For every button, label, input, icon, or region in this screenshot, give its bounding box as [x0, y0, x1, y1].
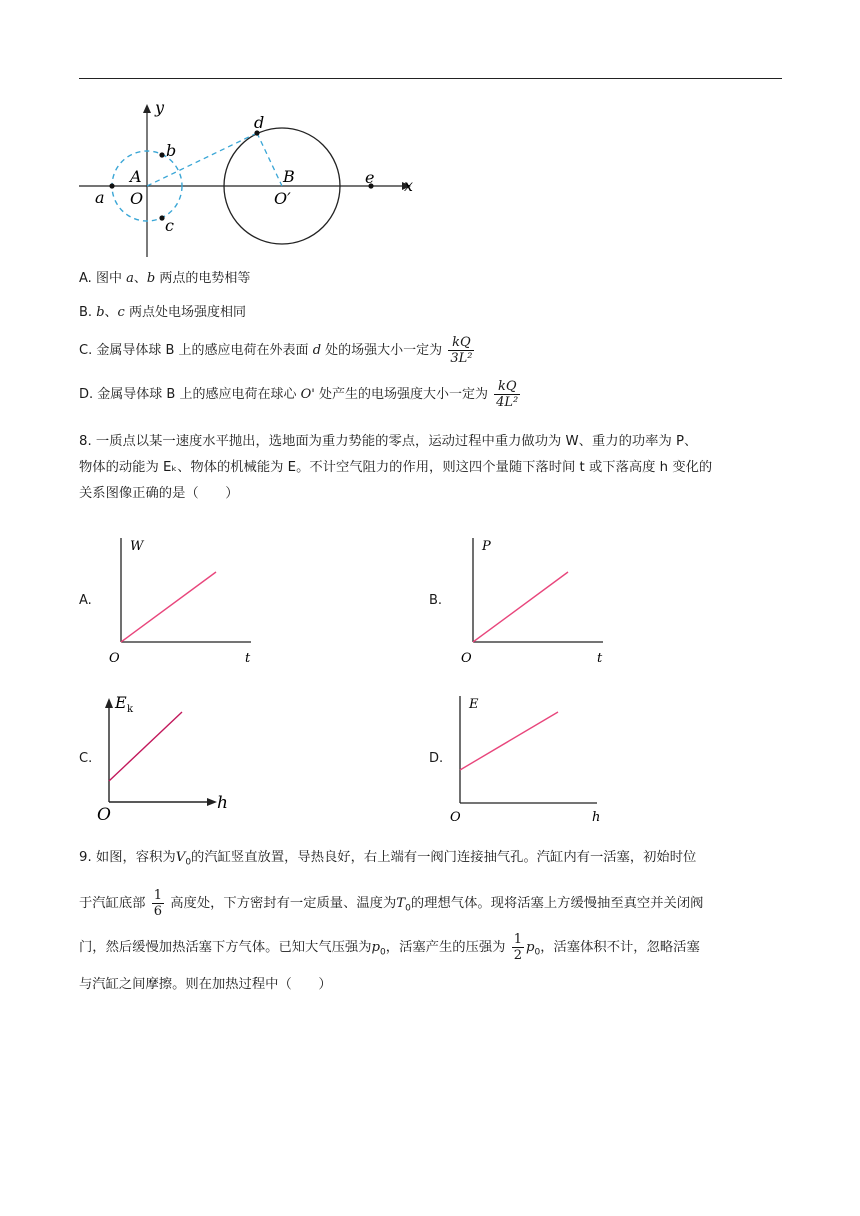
q9-line4: 与汽缸之间摩擦。则在加热过程中（ ）: [79, 977, 332, 992]
option-letter: C.: [79, 343, 93, 358]
fraction-denominator: 4L²: [496, 395, 519, 410]
q9-stem: [79, 848, 789, 1000]
line-d-oprime: [257, 133, 282, 186]
x-label: t: [245, 651, 251, 666]
q7-figure: [75, 96, 420, 261]
var-v: V: [175, 850, 186, 865]
label-e: e: [365, 168, 375, 187]
sub: 0: [380, 947, 386, 958]
fraction-numerator: kQ: [448, 335, 474, 351]
q9-line3: [79, 926, 789, 970]
label-B: B: [283, 167, 295, 186]
line-o-d: [147, 133, 257, 186]
option-letter: B.: [79, 305, 93, 320]
fraction-denominator: 6: [153, 903, 162, 919]
fraction-numerator: kQ: [494, 379, 520, 395]
x-label: h: [217, 793, 228, 813]
label-O: O: [130, 189, 144, 208]
var-oprime: O': [300, 387, 315, 402]
var-t: T: [396, 896, 406, 911]
q8-option-d-label[interactable]: D.: [429, 751, 444, 766]
var-b: b: [96, 305, 105, 320]
y-arrow: [143, 104, 151, 113]
q8-option-c-label[interactable]: C.: [79, 751, 93, 766]
fraction-kq-4l2: [494, 379, 520, 410]
fraction-1-6: [152, 888, 164, 919]
graph-line: [121, 572, 216, 642]
label-d: d: [254, 113, 265, 132]
fraction-numerator: 1: [153, 887, 162, 903]
sep: 、: [133, 271, 147, 286]
origin-label: O: [97, 805, 111, 825]
graph-line: [473, 572, 568, 642]
q8-line1: 8. 一质点以某一速度水平抛出，选地面为重力势能的零点，运动过程中重力做功为 W、重力的功率为 P、: [79, 434, 698, 449]
var-b: b: [146, 271, 156, 286]
y-arrow: [105, 698, 113, 708]
label-b: b: [166, 141, 177, 160]
option-text: 处的场强大小一定为: [325, 343, 443, 358]
q8-graph-d: [445, 688, 610, 828]
q9-line1: [79, 848, 789, 882]
x-label: t: [597, 651, 603, 666]
label-y: y: [155, 98, 165, 117]
sep: 、: [104, 305, 118, 320]
label-x: x: [404, 176, 414, 195]
y-label: E: [469, 697, 479, 712]
text: 9. 如图，容积为: [79, 850, 176, 865]
text: ，活塞产生的压强为: [385, 940, 506, 955]
y-label: E: [115, 693, 127, 712]
option-letter: D.: [79, 387, 94, 402]
q8-line3: 关系图像正确的是（ ）: [79, 486, 239, 501]
option-text: 处产生的电场强度大小一定为: [319, 387, 489, 402]
sub: 0: [185, 857, 192, 868]
label-c: c: [165, 216, 174, 235]
origin-label: O: [450, 810, 461, 825]
point-a: [109, 183, 114, 188]
q8-option-a-label[interactable]: A.: [79, 593, 92, 608]
option-text: 金属导体球 B 上的感应电荷在外表面: [96, 343, 309, 358]
y-label: W: [130, 539, 144, 554]
text: 高度处，下方密封有一定质量、温度为: [170, 896, 397, 911]
var-c: c: [117, 305, 125, 320]
option-text: 图中: [95, 271, 122, 286]
var-a: a: [126, 271, 134, 286]
q9-line2: [79, 882, 789, 926]
x-label: h: [592, 810, 601, 825]
text: 于汽缸底部: [79, 896, 146, 911]
origin-label: O: [461, 651, 472, 666]
q8-stem: [79, 429, 784, 507]
point-b: [159, 152, 164, 157]
graph-line: [460, 712, 558, 770]
text: ，活塞体积不计，忽略活塞: [540, 940, 700, 955]
option-letter: A.: [79, 271, 92, 286]
option-text: 金属导体球 B 上的感应电荷在球心: [97, 387, 297, 402]
label-A: A: [130, 167, 142, 186]
label-Oprime: O′: [274, 189, 291, 208]
sub: 0: [534, 947, 541, 958]
var-p: p: [371, 940, 381, 955]
option-text: 两点处电场强度相同: [128, 305, 246, 320]
y-label: P: [482, 539, 491, 554]
label-a: a: [95, 188, 105, 207]
sub: 0: [405, 903, 411, 914]
fraction-kq-3l2: [448, 335, 474, 366]
q8-graph-b: [455, 530, 615, 670]
text: 门，然后缓慢加热活塞下方气体。已知大气压强为: [79, 940, 372, 955]
text: 的汽缸竖直放置，导热良好，右上端有一阀门连接抽气孔。汽缸内有一活塞，初始时位: [191, 850, 697, 865]
header-rule: [79, 78, 782, 79]
fraction-1-2: [512, 932, 524, 963]
point-c: [159, 215, 164, 220]
var-d: d: [312, 343, 322, 358]
fraction-denominator: 3L²: [450, 351, 473, 366]
x-arrow: [207, 798, 217, 806]
y-label-sub: k: [127, 704, 134, 715]
q8-line2: 物体的动能为 Eₖ、物体的机械能为 E。不计空气阻力的作用，则这四个量随下落时间 t 或下落高度 h 变化的: [79, 460, 713, 475]
option-text: 两点的电势相等: [159, 271, 251, 286]
fraction-numerator: 1: [513, 931, 522, 947]
graph-line: [109, 712, 182, 781]
fraction-denominator: 2: [513, 947, 522, 963]
q8-graph-c: [93, 688, 243, 828]
var-p: p: [525, 940, 535, 955]
q7-option-c[interactable]: [79, 334, 476, 368]
origin-label: O: [109, 651, 120, 666]
text: 的理想气体。现将活塞上方缓慢抽至真空并关闭阀: [410, 896, 704, 911]
q8-graph-a: [103, 530, 263, 670]
q7-option-b[interactable]: [79, 303, 246, 323]
q7-option-a[interactable]: [79, 269, 250, 289]
q7-option-d[interactable]: [79, 378, 522, 412]
q8-option-b-label[interactable]: B.: [429, 593, 443, 608]
